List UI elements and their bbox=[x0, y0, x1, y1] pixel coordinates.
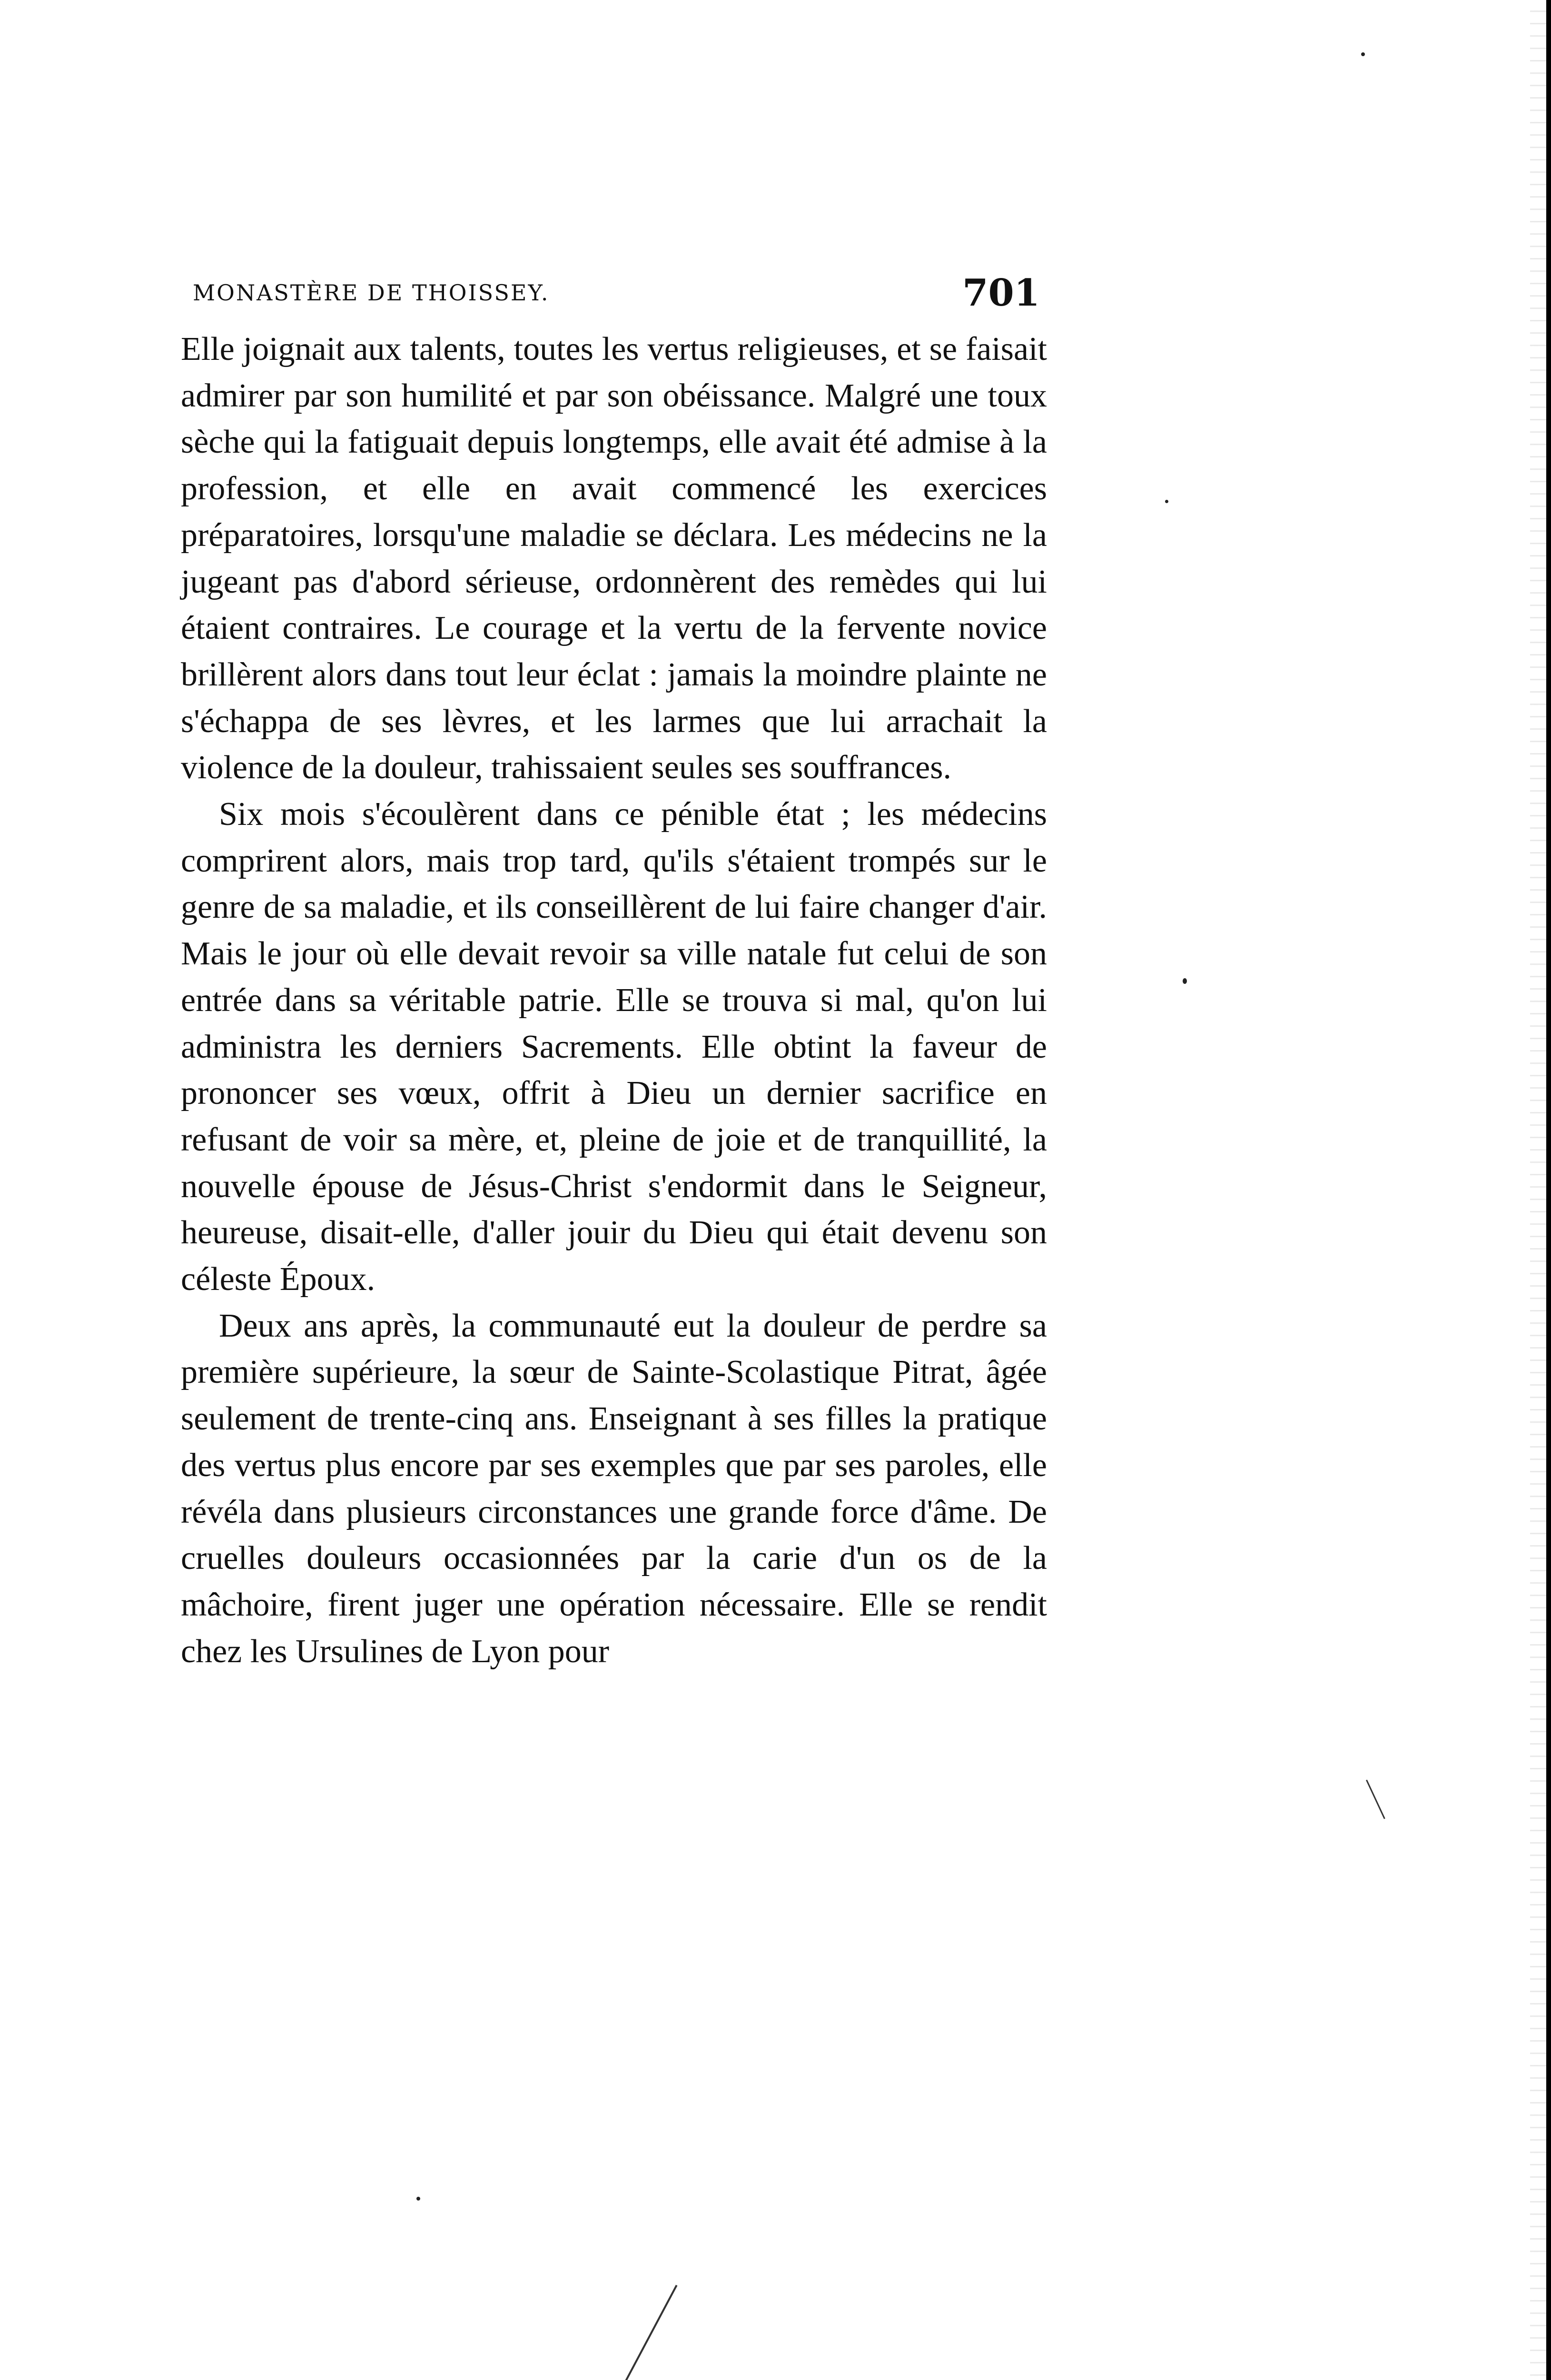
scan-stroke bbox=[1366, 1780, 1385, 1819]
scan-stroke bbox=[622, 2285, 677, 2380]
paragraph: Deux ans après, la communauté eut la douleur de perdre sa première supérieure, la sœur de Sainte-Scolastique Pitrat, âgée seulement de trente-cinq ans. Enseignant à ses filles la pratique des vertus plus encore par ses exemples que par ses paroles, elle révéla dans plusieurs circonstances une grande force d'âme. De cruelles douleurs occasionnées par la carie d'un os de la mâchoire, firent juger une opération nécessaire. Elle se rendit chez les Ursulines de Lyon pour bbox=[181, 1307, 1047, 1670]
scan-speck bbox=[416, 2197, 420, 2201]
scan-speck bbox=[1183, 978, 1187, 984]
page-header bbox=[193, 271, 1040, 314]
scan-edge-border bbox=[1546, 0, 1551, 2380]
running-title: MONASTÈRE DE THOISSEY. bbox=[193, 280, 550, 306]
paragraph: Six mois s'écoulèrent dans ce pénible état ; les médecins comprirent alors, mais trop tard, qu'ils s'étaient trompés sur le genre de sa maladie, et ils conseillèrent de lui faire changer d'air. Mais le jour où elle devait revoir sa ville natale fut celui de son entrée dans sa véritable patrie. Elle se trouva si mal, qu'on lui administra les derniers Sacrements. Elle obtint la faveur de prononcer ses vœux, offrit à Dieu un dernier sacrifice en refusant de voir sa mère, et, pleine de joie et de tranquillité, la nouvelle épouse de Jésus-Christ s'endormit dans le Seigneur, heureuse, disait-elle, d'aller jouir du Dieu qui était devenu son céleste Époux. bbox=[181, 796, 1047, 1298]
scan-speck bbox=[1165, 500, 1168, 503]
scan-edge-shadow bbox=[1530, 0, 1546, 2380]
paragraph: Elle joignait aux talents, toutes les vertus religieuses, et se faisait admirer par son humilité et par son obéissance. Malgré une toux sèche qui la fatiguait depuis longtemps, elle avait été admise à la profession, et elle en avait commencé les exercices préparatoires, lorsqu'une maladie se déclara. Les médecins ne la jugeant pas d'abord sérieuse, ordonnèrent des remèdes qui lui étaient contraires. Le courage et la vertu de la fervente novice brillèrent alors dans tout leur éclat : jamais la moindre plainte ne s'échappa de ses lèvres, et les larmes que lui arrachait la violence de la douleur, trahissaient seules ses souffrances. bbox=[181, 331, 1047, 786]
page-number: 701 bbox=[962, 271, 1040, 315]
scan-speck bbox=[1361, 52, 1365, 56]
body-text bbox=[181, 326, 1047, 1675]
